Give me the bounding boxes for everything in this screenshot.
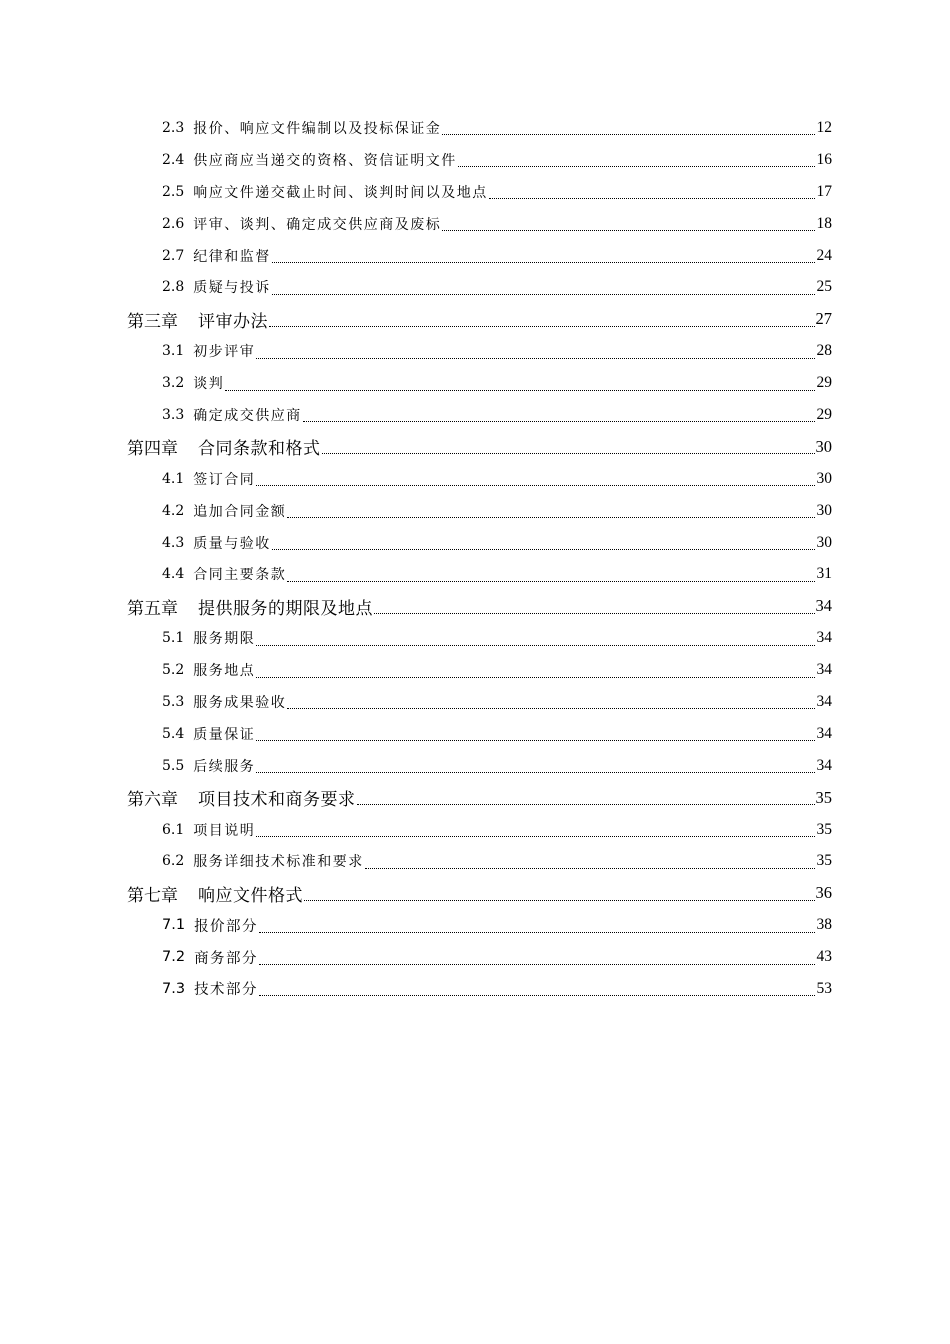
toc-entry-title: 服务成果验收 <box>193 694 287 711</box>
toc-entry-title: 响应文件格式 <box>198 885 303 906</box>
table-of-contents <box>0 112 950 1005</box>
toc-entry-page: 29 <box>816 405 832 423</box>
toc-entry-title: 后续服务 <box>193 758 256 775</box>
toc-section-9[interactable] <box>0 367 950 399</box>
toc-dot-leader <box>272 294 815 295</box>
toc-entry-title: 纪律和监督 <box>193 248 271 265</box>
toc-entry-title: 质量保证 <box>193 726 256 743</box>
toc-entry-number: 第六章 <box>127 790 178 811</box>
toc-entry-number: 5.3 <box>162 693 185 710</box>
toc-entry-page: 53 <box>816 979 832 997</box>
toc-entry-page: 31 <box>816 565 832 583</box>
toc-section-26[interactable] <box>0 909 950 941</box>
toc-dot-leader <box>272 549 815 550</box>
toc-entry-page: 43 <box>816 948 832 966</box>
toc-entry-number: 3.1 <box>162 343 185 360</box>
toc-entry-number: 5.4 <box>162 725 185 742</box>
toc-entry-page: 34 <box>816 661 832 679</box>
toc-entry-title: 项目技术和商务要求 <box>198 790 356 811</box>
toc-dot-leader <box>272 262 815 263</box>
toc-dot-leader <box>442 230 815 231</box>
toc-entry-title: 谈判 <box>193 376 225 393</box>
toc-section-28[interactable] <box>0 973 950 1005</box>
toc-entry-number: 2.8 <box>162 279 185 296</box>
toc-entry-page: 17 <box>816 182 832 200</box>
toc-entry-page: 12 <box>816 118 832 136</box>
toc-entry-page: 35 <box>816 820 832 838</box>
toc-entry-page: 34 <box>815 596 832 616</box>
toc-dot-leader <box>287 581 815 582</box>
toc-entry-title: 服务地点 <box>193 663 256 680</box>
toc-dot-leader <box>304 900 815 901</box>
toc-dot-leader <box>357 804 815 805</box>
toc-section-23[interactable] <box>0 814 950 846</box>
toc-entry-page: 29 <box>816 374 832 392</box>
toc-dot-leader <box>287 517 815 518</box>
toc-entry-page: 25 <box>816 278 832 296</box>
toc-entry-title: 签订合同 <box>193 471 256 488</box>
toc-section-5[interactable] <box>0 240 950 272</box>
toc-entry-title: 评审、谈判、确定成交供应商及废标 <box>193 216 442 233</box>
toc-dot-leader <box>256 836 815 837</box>
toc-entry-title: 供应商应当递交的资格、资信证明文件 <box>193 152 457 169</box>
toc-entry-title: 质量与验收 <box>193 535 271 552</box>
toc-dot-leader <box>269 326 815 327</box>
toc-dot-leader <box>259 995 815 996</box>
toc-entry-number: 第三章 <box>127 311 178 332</box>
toc-section-14[interactable] <box>0 527 950 559</box>
toc-entry-title: 项目说明 <box>193 822 256 839</box>
toc-dot-leader <box>322 453 815 454</box>
toc-section-13[interactable] <box>0 495 950 527</box>
toc-entry-page: 38 <box>816 916 832 934</box>
toc-entry-page: 34 <box>816 692 832 710</box>
toc-entry-title: 合同条款和格式 <box>198 439 321 460</box>
toc-entry-title: 初步评审 <box>193 344 256 361</box>
toc-entry-title: 确定成交供应商 <box>193 407 302 424</box>
toc-section-6[interactable] <box>0 271 950 303</box>
toc-section-20[interactable] <box>0 718 950 750</box>
toc-entry-number: 2.3 <box>162 119 185 136</box>
toc-entry-page: 30 <box>815 436 832 456</box>
toc-dot-leader <box>374 613 815 614</box>
toc-entry-number: 7.1 <box>162 917 186 934</box>
toc-section-3[interactable] <box>0 176 950 208</box>
toc-entry-page: 28 <box>816 342 832 360</box>
toc-dot-leader <box>303 421 815 422</box>
toc-entry-number: 7.2 <box>162 949 186 966</box>
toc-chapter-25[interactable] <box>0 877 950 909</box>
toc-entry-number: 3.2 <box>162 375 185 392</box>
toc-section-1[interactable] <box>0 112 950 144</box>
toc-entry-title: 提供服务的期限及地点 <box>198 598 373 619</box>
toc-entry-page: 35 <box>815 787 832 807</box>
toc-entry-title: 质疑与投诉 <box>193 280 271 297</box>
toc-entry-page: 16 <box>816 150 832 168</box>
toc-entry-number: 7.3 <box>162 980 186 997</box>
toc-entry-title: 响应文件递交截止时间、谈判时间以及地点 <box>193 184 488 201</box>
toc-entry-title: 服务详细技术标准和要求 <box>193 854 364 871</box>
toc-entry-number: 3.3 <box>162 406 185 423</box>
toc-dot-leader <box>256 740 815 741</box>
toc-entry-number: 第四章 <box>127 439 178 460</box>
toc-entry-title: 合同主要条款 <box>193 567 287 584</box>
toc-section-8[interactable] <box>0 335 950 367</box>
toc-section-27[interactable] <box>0 941 950 973</box>
toc-entry-title: 服务期限 <box>193 631 256 648</box>
toc-entry-title: 评审办法 <box>198 311 268 332</box>
toc-section-21[interactable] <box>0 750 950 782</box>
toc-entry-number: 2.6 <box>162 215 185 232</box>
toc-dot-leader <box>442 134 815 135</box>
toc-entry-number: 2.5 <box>162 183 185 200</box>
toc-section-17[interactable] <box>0 622 950 654</box>
toc-entry-number: 2.7 <box>162 247 185 264</box>
toc-chapter-11[interactable] <box>0 431 950 463</box>
toc-chapter-7[interactable] <box>0 303 950 335</box>
toc-entry-page: 34 <box>816 629 832 647</box>
toc-entry-page: 30 <box>816 469 832 487</box>
toc-entry-number: 6.1 <box>162 821 185 838</box>
toc-entry-title: 技术部分 <box>194 982 259 999</box>
toc-entry-title: 报价、响应文件编制以及投标保证金 <box>193 120 442 137</box>
toc-entry-page: 18 <box>816 214 832 232</box>
toc-entry-number: 4.3 <box>162 534 185 551</box>
toc-entry-number: 2.4 <box>162 151 185 168</box>
toc-entry-number: 5.1 <box>162 630 185 647</box>
toc-entry-number: 4.1 <box>162 470 185 487</box>
toc-entry-number: 6.2 <box>162 853 185 870</box>
toc-dot-leader <box>256 677 815 678</box>
toc-entry-title: 报价部分 <box>194 918 259 935</box>
toc-section-12[interactable] <box>0 463 950 495</box>
toc-section-2[interactable] <box>0 144 950 176</box>
toc-section-10[interactable] <box>0 399 950 431</box>
toc-dot-leader <box>489 198 815 199</box>
toc-entry-number: 第五章 <box>127 598 178 619</box>
toc-dot-leader <box>256 358 815 359</box>
toc-entry-number: 4.4 <box>162 566 185 583</box>
toc-dot-leader <box>458 166 815 167</box>
toc-entry-number: 5.5 <box>162 757 185 774</box>
toc-entry-number: 第七章 <box>127 885 178 906</box>
toc-chapter-22[interactable] <box>0 782 950 814</box>
toc-entry-page: 35 <box>816 852 832 870</box>
toc-dot-leader <box>365 868 815 869</box>
toc-section-24[interactable] <box>0 845 950 877</box>
toc-entry-page: 36 <box>815 883 832 903</box>
toc-section-15[interactable] <box>0 558 950 590</box>
toc-entry-page: 30 <box>816 533 832 551</box>
toc-entry-title: 追加合同金额 <box>193 503 287 520</box>
toc-entry-page: 30 <box>816 501 832 519</box>
toc-dot-leader <box>225 390 815 391</box>
toc-dot-leader <box>256 772 815 773</box>
toc-entry-page: 27 <box>815 309 832 329</box>
toc-section-19[interactable] <box>0 686 950 718</box>
toc-entry-page: 34 <box>816 756 832 774</box>
toc-section-18[interactable] <box>0 654 950 686</box>
toc-entry-page: 24 <box>816 246 832 264</box>
toc-dot-leader <box>259 964 815 965</box>
toc-entry-number: 4.2 <box>162 502 185 519</box>
toc-dot-leader <box>259 932 815 933</box>
toc-entry-page: 34 <box>816 724 832 742</box>
toc-dot-leader <box>256 485 815 486</box>
toc-chapter-16[interactable] <box>0 590 950 622</box>
toc-entry-number: 5.2 <box>162 662 185 679</box>
toc-dot-leader <box>287 708 815 709</box>
toc-section-4[interactable] <box>0 208 950 240</box>
toc-list <box>0 112 950 1005</box>
toc-dot-leader <box>256 645 815 646</box>
toc-entry-title: 商务部分 <box>194 950 259 967</box>
